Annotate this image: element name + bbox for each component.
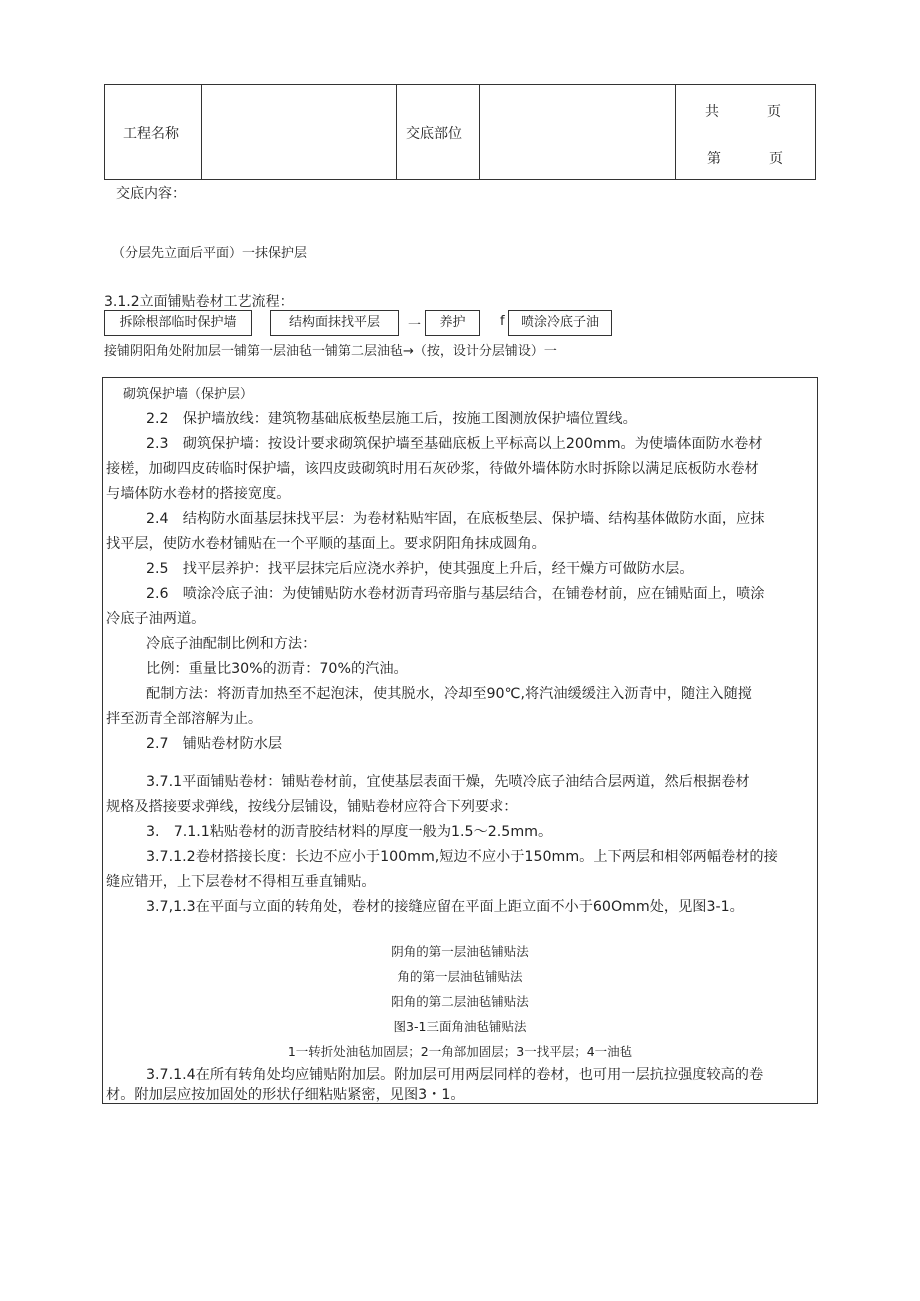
divider (201, 85, 202, 179)
body-line: 2.7 铺贴卷材防水层 (146, 736, 283, 752)
body-line: 与墙体防水卷材的搭接宽度。 (106, 486, 291, 502)
page-unit: 页 (767, 104, 781, 120)
body-line: 规格及搭接要求弹线，按线分层铺设，铺贴卷材应符合下列要求： (106, 799, 518, 815)
flow-box: 养护 (425, 310, 480, 336)
divider (396, 85, 397, 179)
page-unit: 页 (769, 151, 783, 167)
figure-legend: 1一转折处油毡加固层；2一角部加固层；3一找平层；4一油毡 (287, 1044, 633, 1059)
body-line: 冷底子油配制比例和方法： (146, 636, 317, 652)
body-line: 找平层，使防水卷材铺贴在一个平顺的基面上。要求阴阳角抹成圆角。 (106, 536, 546, 552)
body-line: 2.5 找平层养护：找平层抹完后应浇水养护，使其强度上升后，经干燥方可做防水层。 (146, 561, 694, 577)
divider (479, 85, 480, 179)
header-table (104, 84, 816, 180)
content-label: 交底内容： (116, 186, 186, 202)
body-line: 3.7.1平面铺贴卷材：铺贴卷材前，宜使基层表面干燥，先喷冷底子油结合层两道，然后根据卷材 (146, 774, 750, 790)
flow-connector: f (500, 314, 505, 329)
project-name-label: 工程名称 (123, 126, 179, 142)
note-line: （分层先立面后平面）一抹保护层 (112, 246, 308, 261)
flow-box: 结构面抹找平层 (270, 310, 399, 336)
body-line: 2.2 保护墙放线：建筑物基础底板垫层施工后，按施工图测放保护墙位置线。 (146, 411, 637, 427)
body-line: 3.7.1.4在所有转角处均应铺贴附加层。附加层可用两层同样的卷材，也可用一层抗拉强度较高的卷 (146, 1067, 764, 1083)
figure-caption: 阳角的第二层油毡铺贴法 (391, 994, 529, 1009)
body-line: 比例：重量比30%的沥青：70%的汽油。 (146, 661, 408, 677)
body-line: 3.7,1.3在平面与立面的转角处，卷材的接缝应留在平面上距立面不小于60Omm处，见图3-1。 (146, 899, 744, 915)
body-line: 2.6 喷涂冷底子油：为使铺贴防水卷材沥青玛帝脂与基层结合，在铺卷材前，应在铺贴面上，喷涂 (146, 586, 765, 602)
body-line: 材。附加层应按加固处的形状仔细粘贴紧密，见图3・1。 (106, 1087, 465, 1103)
body-line: 3.7.1.2卷材搭接长度：长边不应小于100mm,短边不应小于150mm。上下两层和相邻两幅卷材的接 (146, 849, 778, 865)
body-line: 3. 7.1.1粘贴卷材的沥青胶结材料的厚度一般为1.5～2.5mm。 (146, 824, 553, 840)
flow-box: 拆除根部临时保护墙 (104, 310, 252, 336)
flow-title: 3.1.2立面铺贴卷材工艺流程： (104, 294, 294, 310)
divider (675, 85, 676, 179)
body-line: 接槎，加砌四皮砖临时保护墙，该四皮豉砌筑时用石灰砂浆，待做外墙体防水时拆除以满足底板防水卷材 (106, 461, 759, 477)
flow-second-line: 接铺阴阳角处附加层一铺第一层油毡一铺第二层油毡→（按，设计分层铺设）一 (104, 344, 557, 359)
body-line: 2.3 砌筑保护墙：按设计要求砌筑保护墙至基础底板上平标高以上200mm。为使墙体面防水卷材 (146, 436, 763, 452)
body-line: 拌至沥青全部溶解为止。 (106, 711, 263, 727)
body-line: 冷底子油两道。 (106, 611, 206, 627)
flow-connector: 一 (408, 318, 422, 333)
total-pages-label: 共 (705, 104, 719, 120)
figure-title: 图3-1三面角油毡铺贴法 (393, 1019, 527, 1034)
body-line: 配制方法：将沥青加热至不起泡沫，使其脱水，冷却至90℃,将汽油缓缓注入沥青中，随注入随搅 (146, 686, 752, 702)
body-line: 砌筑保护墙（保护层） (123, 387, 254, 402)
location-label: 交底部位 (406, 126, 462, 142)
current-page-label: 第 (707, 151, 721, 167)
figure-caption: 角的第一层油毡铺贴法 (397, 969, 523, 984)
figure-caption: 阴角的第一层油毡铺贴法 (391, 944, 529, 959)
flow-box: 喷涂冷底子油 (508, 310, 612, 336)
body-line: 缝应错开，上下层卷材不得相互垂直铺贴。 (106, 874, 376, 890)
body-line: 2.4 结构防水面基层抹找平层：为卷材粘贴牢固，在底板垫层、保护墙、结构基体做防水面，应抹 (146, 511, 765, 527)
content-box (102, 377, 818, 1104)
